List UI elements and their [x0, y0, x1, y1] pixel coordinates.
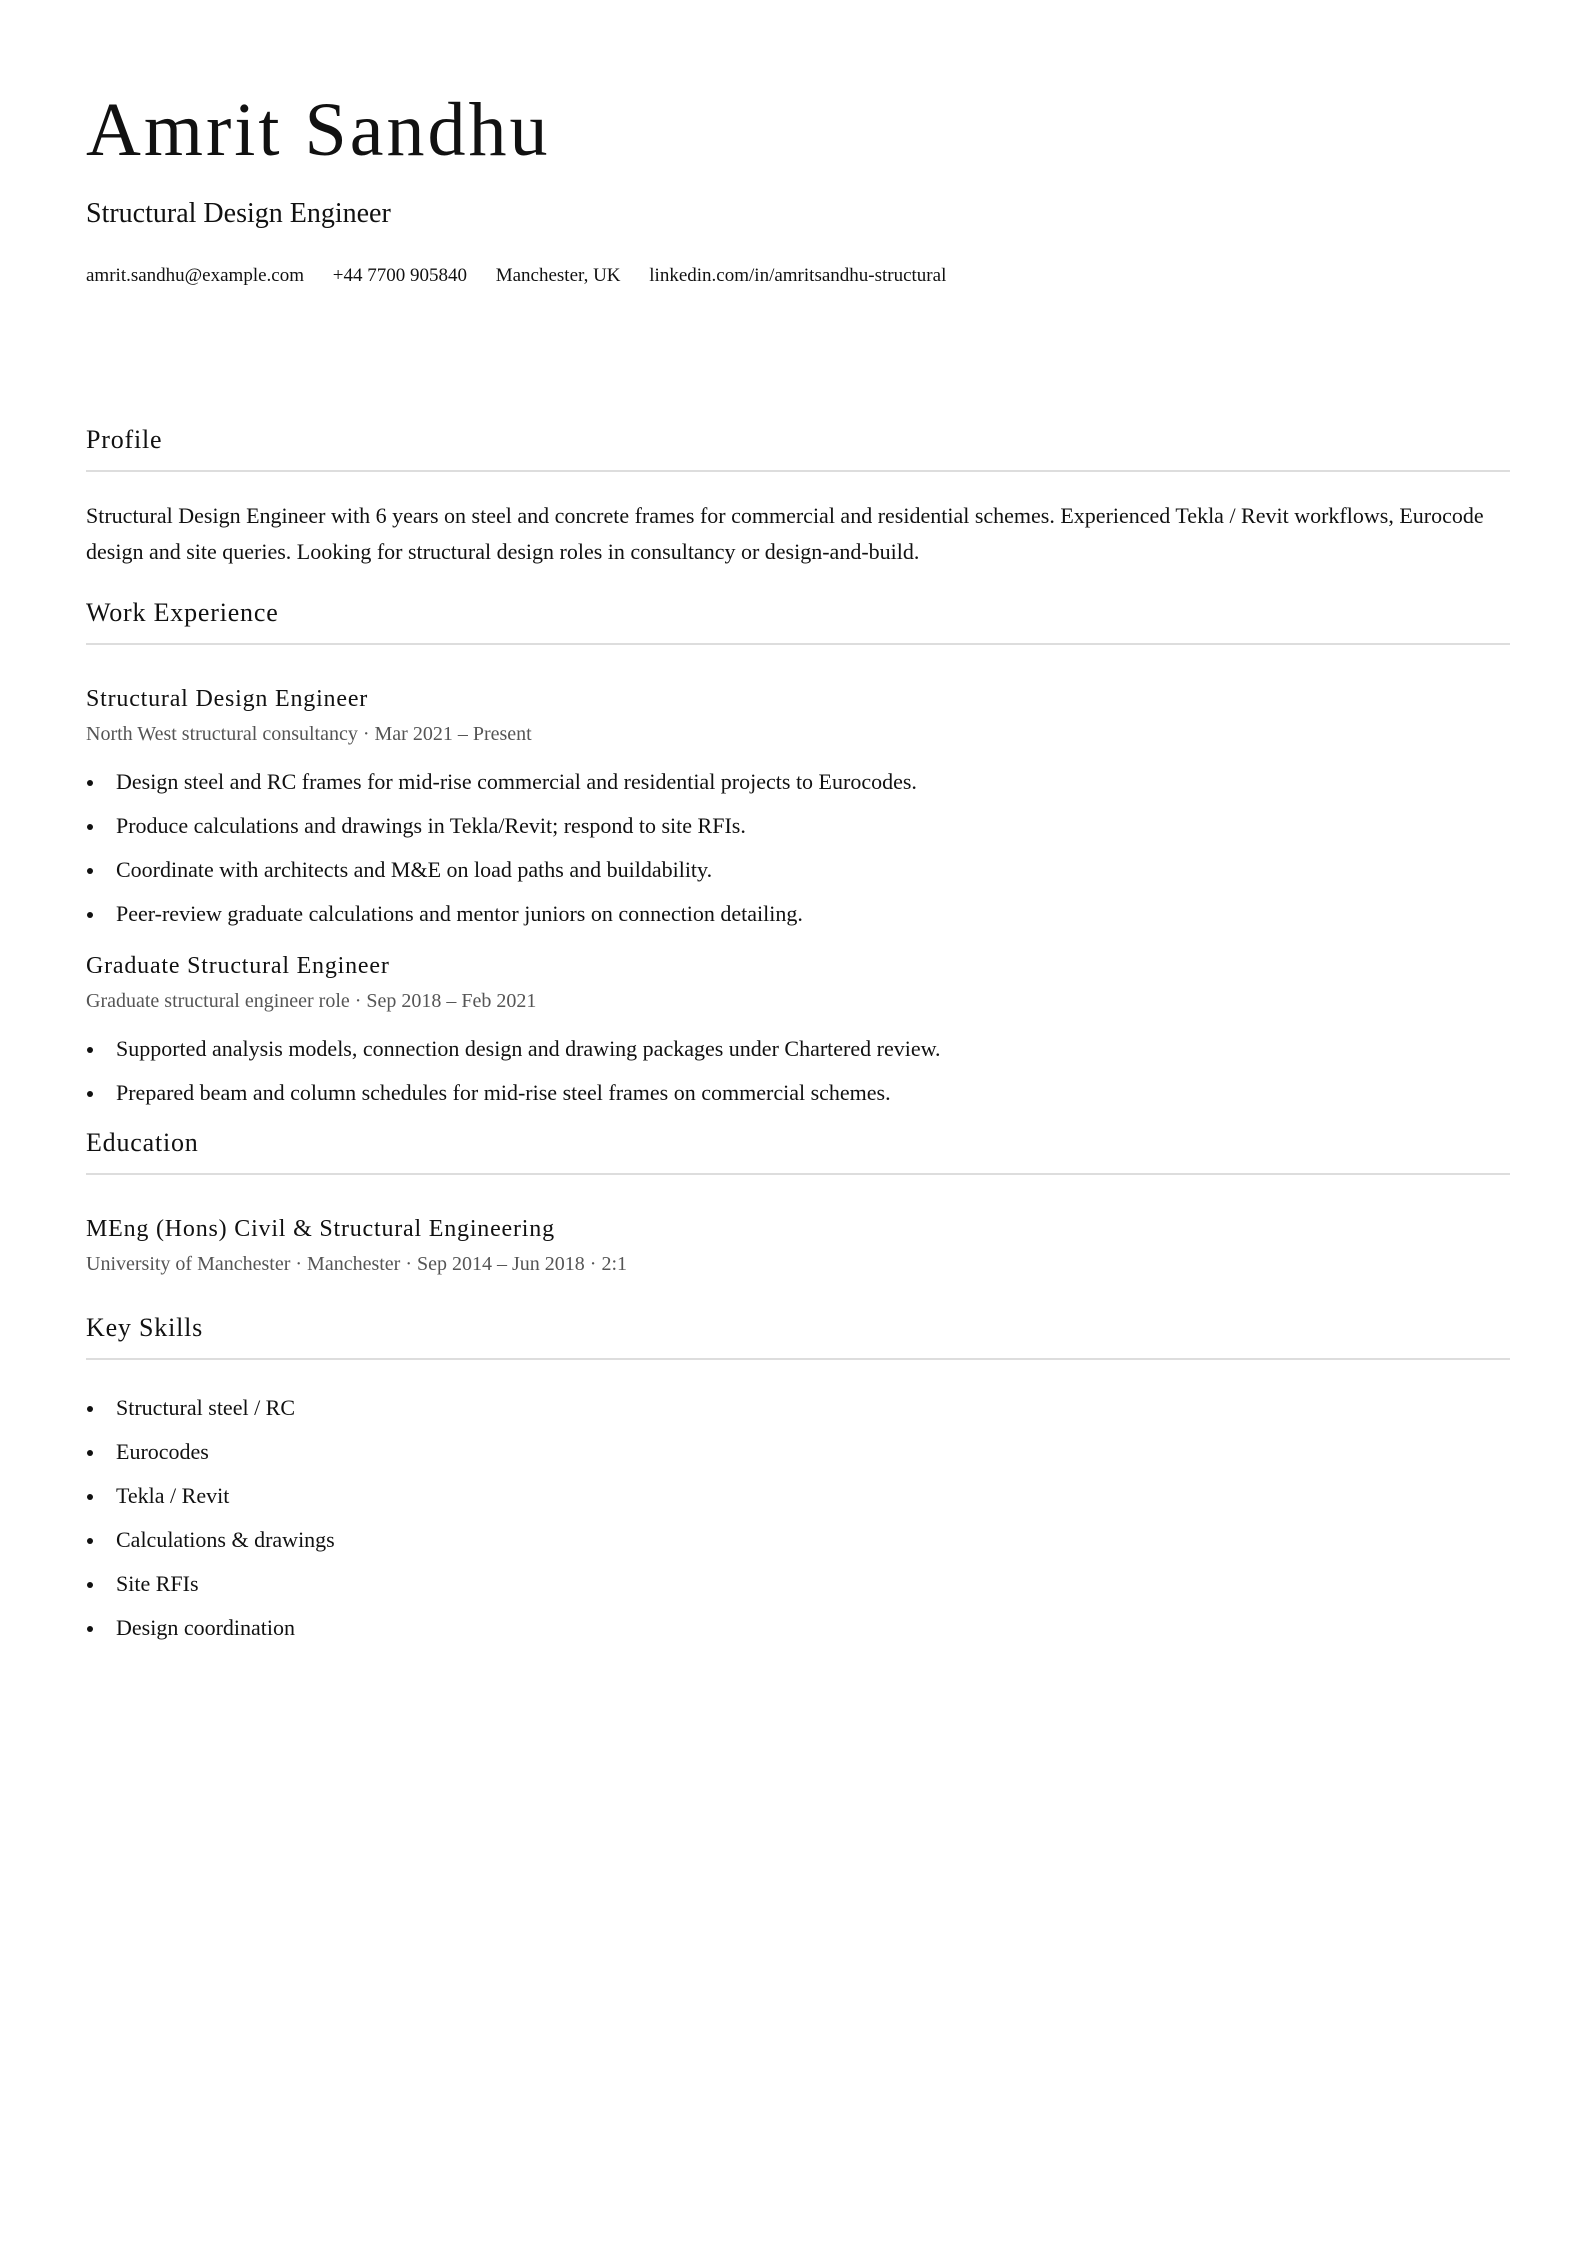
job-meta: Graduate structural engineer role · Sep 2018 – Feb 2021 — [86, 989, 537, 1012]
job-entry — [86, 685, 1510, 928]
skills-list — [86, 1394, 1510, 1642]
skill-item: Site RFIs — [86, 1570, 1510, 1598]
job-bullets — [86, 1035, 1510, 1107]
job-bullets — [86, 768, 1510, 928]
profile-heading: Profile — [86, 425, 163, 454]
job-title: Structural Design Engineer — [86, 686, 369, 713]
job-bullet: Produce calculations and drawings in Tekla/Revit; respond to site RFIs. — [86, 812, 1510, 840]
skill-item: Calculations & drawings — [86, 1526, 1510, 1554]
profile-summary: Structural Design Engineer with 6 years on steel and concrete frames for commercial and residential schemes. Experienced Tekla / Revit workflows, Eurocode design and site queries. Looking for structural design roles in consultancy or design-and-build. — [86, 503, 1484, 565]
job-meta: North West structural consultancy · Mar 2021 – Present — [86, 723, 532, 746]
job-bullet: Peer-review graduate calculations and mentor juniors on connection detailing. — [86, 900, 1510, 928]
section-divider — [86, 643, 1510, 645]
section-divider — [86, 1173, 1510, 1175]
candidate-name: Amrit Sandhu — [86, 88, 551, 172]
skill-item: Tekla / Revit — [86, 1482, 1510, 1510]
education-entry — [86, 1215, 1510, 1276]
candidate-headline: Structural Design Engineer — [86, 198, 391, 229]
education-heading: Education — [86, 1127, 199, 1157]
section-divider — [86, 1358, 1510, 1360]
degree-title: MEng (Hons) Civil & Structural Engineering — [86, 1216, 555, 1243]
contact-location: Manchester, UK — [495, 265, 621, 286]
section-divider — [86, 470, 1510, 472]
profile-section — [86, 424, 1510, 570]
skills-section — [86, 1312, 1510, 1642]
education-section — [86, 1127, 1510, 1276]
contact-phone: +44 7700 905840 — [332, 265, 467, 286]
contact-email: amrit.sandhu@example.com — [86, 265, 304, 286]
contact-linkedin: linkedin.com/in/amritsandhu-structural — [649, 265, 947, 286]
job-title: Graduate Structural Engineer — [86, 953, 390, 980]
contact-line — [86, 265, 970, 288]
job-bullet: Supported analysis models, connection design and drawing packages under Chartered review. — [86, 1035, 1510, 1063]
skill-item: Eurocodes — [86, 1438, 1510, 1466]
experience-heading: Work Experience — [86, 598, 279, 628]
education-meta: University of Manchester · Manchester · Sep 2014 – Jun 2018 · 2:1 — [86, 1252, 627, 1275]
job-bullet: Prepared beam and column schedules for mid-rise steel frames on commercial schemes. — [86, 1079, 1510, 1107]
skills-heading: Key Skills — [86, 1312, 204, 1342]
skill-item: Structural steel / RC — [86, 1394, 1510, 1422]
job-bullet: Coordinate with architects and M&E on load paths and buildability. — [86, 856, 1510, 884]
job-entry — [86, 952, 1510, 1107]
experience-section — [86, 597, 1510, 1107]
resume-content — [86, 424, 1510, 1658]
job-bullet: Design steel and RC frames for mid-rise commercial and residential projects to Eurocodes. — [86, 768, 1510, 796]
skill-item: Design coordination — [86, 1614, 1510, 1642]
